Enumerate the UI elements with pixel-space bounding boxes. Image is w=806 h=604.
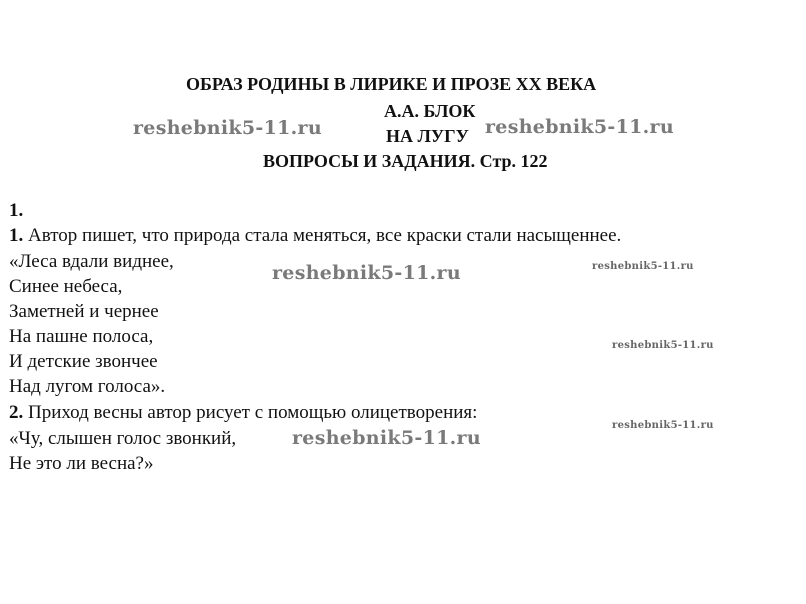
question-1-text: Автор пишет, что природа стала меняться, все краски стали насыщеннее. — [23, 225, 622, 246]
watermark: reshebnik5-11.ru — [485, 116, 674, 138]
quote-1-line: Над лугом голоса». — [9, 376, 166, 397]
question-1-number: 1. — [9, 225, 24, 246]
watermark: reshebnik5-11.ru — [292, 427, 481, 449]
quote-2-line: Не это ли весна?» — [9, 453, 154, 474]
section-number: 1. — [9, 200, 24, 221]
quote-1-line: Синее небеса, — [9, 276, 123, 297]
poem-heading: НА ЛУГУ — [386, 126, 469, 146]
quote-1-line: И детские звончее — [9, 351, 158, 372]
author-heading: А.А. БЛОК — [384, 101, 476, 121]
quote-1-line: «Леса вдали виднее, — [9, 251, 174, 272]
quote-1-line: Заметней и чернее — [9, 301, 159, 322]
watermark: reshebnik5-11.ru — [612, 420, 714, 431]
question-2-text: Приход весны автор рисует с помощью олицетворения: — [23, 402, 478, 423]
watermark: reshebnik5-11.ru — [133, 117, 322, 139]
quote-2-line: «Чу, слышен голос звонкий, — [9, 428, 237, 449]
page-title: ОБРАЗ РОДИНЫ В ЛИРИКЕ И ПРОЗЕ XX ВЕКА — [186, 74, 597, 94]
watermark: reshebnik5-11.ru — [612, 340, 714, 351]
question-2-number: 2. — [9, 402, 24, 423]
quote-1-line: На пашне полоса, — [9, 326, 154, 347]
watermark: reshebnik5-11.ru — [592, 261, 694, 272]
question-1 — [9, 225, 621, 247]
question-2 — [9, 402, 477, 424]
watermark: reshebnik5-11.ru — [272, 262, 461, 284]
tasks-heading: ВОПРОСЫ И ЗАДАНИЯ. Стр. 122 — [263, 151, 548, 171]
